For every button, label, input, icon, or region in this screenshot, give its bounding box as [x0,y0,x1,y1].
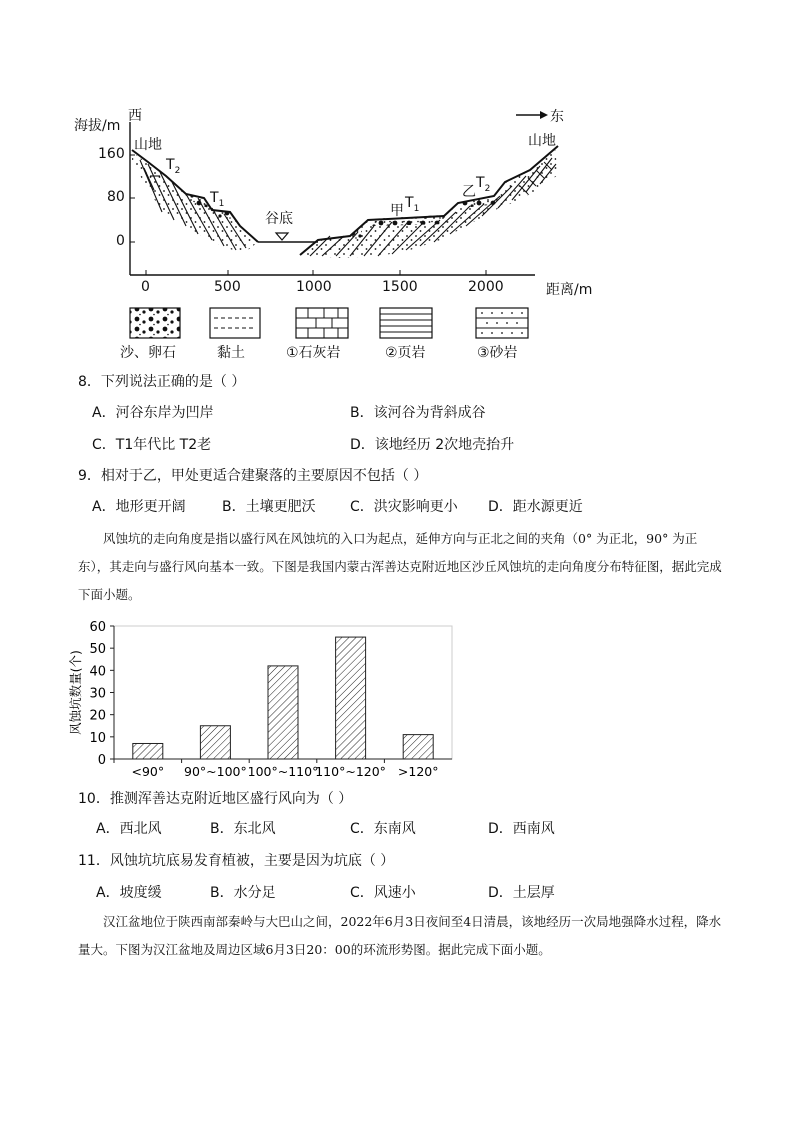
t1-left-label [210,190,224,209]
q8-option-a[interactable]: A．河谷东岸为凹岸 [92,405,214,421]
q8-option-c[interactable]: C．T1年代比 T2老 [92,437,212,453]
legend-label-sandstone: ③砂岩 [477,345,518,361]
legend [120,306,550,362]
q10-option-b[interactable]: B．东北风 [210,821,276,837]
q9-option-d[interactable]: D．距水源更近 [488,499,583,515]
legend-swatches [120,306,550,340]
bar [336,637,366,759]
q10-option-d[interactable]: D．西南风 [488,821,555,837]
valley-bottom-label: 谷底 [265,211,293,227]
x-tick-label: 110°~120° [315,764,386,779]
x-axis-label: 距离/m [546,282,593,298]
legend-label-gravel: 沙、卵石 [120,345,176,361]
y-tick-label: 20 [89,708,106,724]
legend-limestone-swatch [296,308,348,338]
t1-right-letter: T [405,195,414,211]
y-tick-label: 40 [89,664,106,680]
y-tick-0: 0 [116,233,125,249]
q9-stem: 9．相对于乙，甲处更适合建聚落的主要原因不包括（ ） [78,468,428,484]
legend-clay-swatch [210,308,260,338]
q9-option-c[interactable]: C．洪灾影响更小 [350,499,458,515]
t1-right-label [405,195,419,214]
y-tick-label: 0 [97,753,106,768]
y-tick-160: 160 [98,146,125,162]
x-tick-label: >120° [397,764,439,779]
q11-option-c[interactable]: C．风速小 [350,885,416,901]
bar [200,726,230,759]
t1-right-sub: 1 [413,203,420,214]
q9-option-a[interactable]: A．地形更开阔 [92,499,186,515]
x-tick-label: 100°~110° [247,764,319,779]
legend-sandstone-swatch [476,308,528,338]
q9-option-b[interactable]: B．土壤更肥沃 [222,499,316,515]
x-tick-label: 90°~100° [184,764,247,779]
t2-left-letter: T [166,157,175,173]
left-mountain-label: 山地 [134,137,162,153]
passage-wind-erosion: 风蚀坑的走向角度是指以盛行风在风蚀坑的入口为起点，延伸方向与正北之间的夹角（0° 为正北，90° 为正东），其走向与盛行风向基本一致。下图是我国内蒙古浑善达克附近地区沙丘风蚀坑的走向角度分布特征图，据此完成下面小题。 [78,531,722,602]
bar [403,735,433,759]
y-tick-label: 30 [89,686,106,702]
west-label: 西 [128,108,142,124]
legend-label-shale: ②页岩 [385,345,426,361]
t2-right-letter: T [476,175,485,191]
y-tick-80: 80 [107,189,125,205]
x-tick-500: 500 [214,279,241,295]
q8-stem: 8．下列说法正确的是（ ） [78,374,246,390]
jia-label: 甲 [390,203,404,219]
wind-pit-chart-svg [66,616,466,786]
t2-left-label [166,157,180,176]
q8-option-d[interactable]: D．该地经历 2次地壳抬升 [350,437,515,453]
x-tick-2000: 2000 [468,279,504,295]
bar [268,666,298,759]
legend-label-limestone: ①石灰岩 [286,345,341,361]
t1-left-sub: 1 [218,198,225,209]
q11-option-d[interactable]: D．土层厚 [488,885,555,901]
q11-stem: 11．风蚀坑坑底易发育植被，主要是因为坑底（ ） [78,853,395,869]
east-label: 东 [550,109,564,125]
t1-left-letter: T [210,190,219,206]
t2-right-sub: 2 [484,183,491,194]
q11-option-b[interactable]: B．水分足 [210,885,276,901]
x-tick-0: 0 [141,279,150,295]
terrain-profile-figure [0,95,794,305]
wind-pit-chart [66,616,466,786]
t2-right-label [476,175,490,194]
legend-gravel-swatch [130,308,180,338]
x-tick-label: <90° [131,764,165,779]
x-tick-1000: 1000 [296,279,332,295]
right-mountain-label: 山地 [528,133,556,149]
y-tick-label: 50 [89,642,106,658]
q11-option-a[interactable]: A．坡度缓 [96,885,162,901]
passage-hanjiang-basin: 汉江盆地位于陕西南部秦岭与大巴山之间，2022年6月3日夜间至4日清晨，该地经历一次局地强降水过程，降水量大。下图为汉江盆地及周边区域6月3日20：00的环流形势图。据此完成下面小题。 [78,914,722,957]
legend-label-clay: 黏土 [217,345,245,361]
x-tick-1500: 1500 [382,279,418,295]
y-tick-label: 10 [89,730,106,746]
q10-option-a[interactable]: A．西北风 [96,821,162,837]
y-axis-title: 风蚀坑数量(个) [68,650,83,735]
y-tick-label: 60 [89,620,106,635]
bar [133,743,163,759]
yi-label: 乙 [462,184,476,200]
y-axis-label: 海拔/m [74,118,121,134]
q8-option-b[interactable]: B．该河谷为背斜成谷 [350,405,486,421]
q10-option-c[interactable]: C．东南风 [350,821,416,837]
q10-stem: 10．推测浑善达克附近地区盛行风向为（ ） [78,791,353,807]
t2-left-sub: 2 [174,165,181,176]
legend-shale-swatch [380,308,432,338]
